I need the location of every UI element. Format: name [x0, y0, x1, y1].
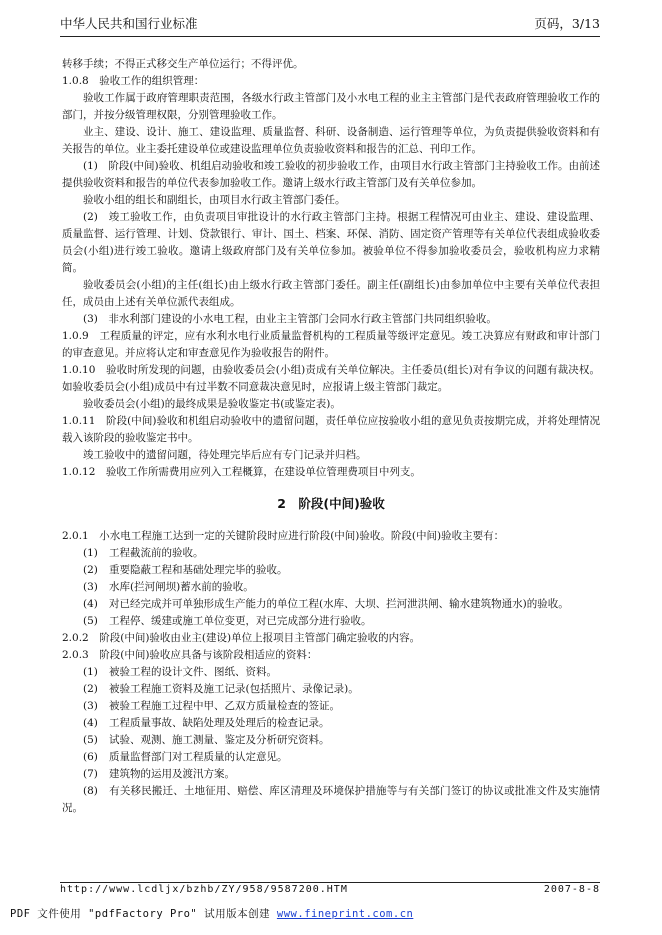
list-item — [62, 579, 600, 596]
list-item — [62, 766, 600, 783]
list-item — [62, 664, 600, 681]
list-item — [62, 545, 600, 562]
paragraph: 验收小组的组长和副组长，由项目水行政主管部门委任。 — [83, 194, 346, 206]
page-footer — [60, 884, 600, 898]
footer-date: 2007-8-8 — [543, 884, 600, 895]
list-item-text: 水库(拦河闸坝)蓄水前的验收。 — [109, 581, 254, 593]
list-item-text: 质量监督部门对工程质量的认定意见。 — [109, 751, 288, 763]
list-item — [62, 681, 600, 698]
list-item-number: (5) — [83, 615, 98, 627]
paragraph: 1.0.10 验收时所发现的问题，由验收委员会(小组)责成有关单位解决。主任委员(组长)对有争议的问题有裁决权。如验收委员会(小组)成员中有过半数不同意裁决意见时，应报请上级主管部门裁定。 — [62, 364, 600, 393]
paragraph: 2.0.3 阶段(中间)验收应具备与该阶段相适应的资料： — [62, 649, 318, 661]
list-item-text: 工程停、缓建或施工单位变更，对已完成部分进行验收。 — [109, 615, 372, 627]
paragraph: 验收工作属于政府管理职责范围，各级水行政主管部门及小水电工程的业主主管部门是代表政府管理验收工作的部门，并按分级管理权限，分别管理验收工作。 — [62, 92, 600, 121]
list-item — [62, 613, 600, 630]
list-item-text: 有关移民搬迁、土地征用、赔偿、库区清理及环境保护措施等与有关部门签订的协议或批准文件及实施情况。 — [62, 785, 600, 814]
list-item — [62, 732, 600, 749]
footer-divider — [60, 882, 600, 883]
pdf-creator-banner — [10, 906, 413, 922]
list-item — [62, 783, 600, 817]
paragraph: (3) 非水利部门建设的小水电工程，由业主主管部门会同水行政主管部门共同组织验收。 — [83, 313, 497, 325]
list-item — [62, 749, 600, 766]
header-page-number: 页码，3/13 — [534, 16, 600, 31]
list-item-text: 工程质量事故、缺陷处理及处理后的检查记录。 — [109, 717, 330, 729]
list-item-text: 被验工程施工过程中甲、乙双方质量检查的签证。 — [109, 700, 340, 712]
paragraph: 1.0.12 验收工作所需费用应列入工程概算，在建设单位管理费项目中列支。 — [62, 466, 421, 478]
list-item-text: 建筑物的运用及渡汛方案。 — [109, 768, 235, 780]
list-item-number: (1) — [83, 547, 98, 559]
paragraph: 验收委员会(小组)的主任(组长)由上级水行政主管部门委任。副主任(副组长)由参加单位中主要有关单位代表担任，成员由上述有关单位派代表组成。 — [62, 279, 600, 308]
header-title: 中华人民共和国行业标准 — [60, 16, 198, 31]
list-item-number: (4) — [83, 598, 98, 610]
section-heading: 2 阶段(中间)验收 — [277, 496, 385, 511]
list-item-text: 对已经完成并可单独形成生产能力的单位工程(水库、大坝、拦河泄洪闸、输水建筑物通水)的验收。 — [109, 598, 569, 610]
paragraph: 业主、建设、设计、施工、建设监理、质量监督、科研、设备制造、运行管理等单位，为负责提供验收资料和有关报告的单位。业主委托建设单位或建设监理单位负责验收资料和报告的汇总、刊印工作。 — [62, 126, 600, 155]
list-item-text: 被验工程施工资料及施工记录(包括照片、录像记录)。 — [109, 683, 359, 695]
list-item — [62, 698, 600, 715]
paragraph: 1.0.8 验收工作的组织管理： — [62, 75, 205, 87]
list-item — [62, 596, 600, 613]
paragraph: 转移手续；不得正式移交生产单位运行；不得评优。 — [62, 58, 304, 70]
paragraph: 2.0.1 小水电工程施工达到一定的关键阶段时应进行阶段(中间)验收。阶段(中间)验收主要有： — [62, 530, 505, 542]
paragraph: 1.0.11 阶段(中间)验收和机组启动验收中的遗留问题，责任单位应按验收小组的意见负责按期完成，并将处理情况载入该阶段的验收鉴定书中。 — [62, 415, 600, 444]
list-item-text: 工程截流前的验收。 — [109, 547, 204, 559]
list-item — [62, 562, 600, 579]
list-item-number: (3) — [83, 581, 98, 593]
list-item-text: 被验工程的设计文件、图纸、资料。 — [109, 666, 277, 678]
pdf-banner-link[interactable]: www.fineprint.com.cn — [276, 908, 414, 920]
list-item-number: (2) — [83, 564, 98, 576]
list-item — [62, 715, 600, 732]
list-item-number: (3) — [83, 700, 98, 712]
list-item-text: 重要隐蔽工程和基础处理完毕的验收。 — [109, 564, 288, 576]
paragraph: (2) 竣工验收工作，由负责项目审批设计的水行政主管部门主持。根据工程情况可由业主、建设、建设监理、质量监督、运行管理、计划、贷款银行、审计、国土、档案、环保、消防、固定资产管理等有关单位代表组成验收委员会(小组)进行竣工验收。邀请上级政府部门及有关单位参加。被验单位不得参加验收委员会，验收机构应力求精简。 — [62, 211, 600, 274]
footer-url[interactable]: http://www.lcdljx/bzhb/ZY/958/9587200.HTM — [60, 884, 348, 895]
list-item-number: (6) — [83, 751, 98, 763]
document-body — [62, 56, 600, 817]
list-item-text: 试验、观测、施工测量、鉴定及分析研究资料。 — [109, 734, 330, 746]
list-item-number: (2) — [83, 683, 98, 695]
paragraph: 竣工验收中的遗留问题，待处理完毕后应有专门记录并归档。 — [83, 449, 367, 461]
paragraph: 1.0.9 工程质量的评定，应有水利水电行业质量监督机构的工程质量等级评定意见。竣工决算应有财政和审计部门的审查意见。并应将认定和审查意见作为验收报告的附件。 — [62, 330, 600, 359]
page-header — [60, 14, 600, 37]
paragraph: 验收委员会(小组)的最终成果是验收鉴定书(或鉴定表)。 — [83, 398, 341, 410]
list-item-number: (1) — [83, 666, 98, 678]
list-item-number: (5) — [83, 734, 98, 746]
list-item-number: (4) — [83, 717, 98, 729]
paragraph: 2.0.2 阶段(中间)验收由业主(建设)单位上报项目主管部门确定验收的内容。 — [62, 632, 421, 644]
list-item-number: (7) — [83, 768, 98, 780]
pdf-banner-text: PDF 文件使用 "pdfFactory Pro" 试用版本创建 — [10, 908, 277, 920]
paragraph: (1) 阶段(中间)验收、机组启动验收和竣工验收的初步验收工作，由项目水行政主管部门主持验收工作。由前述提供验收资料和报告的单位代表参加验收工作。邀请上级水行政主管部门及有关单位参加。 — [62, 160, 600, 189]
list-item-number: (8) — [83, 785, 98, 797]
